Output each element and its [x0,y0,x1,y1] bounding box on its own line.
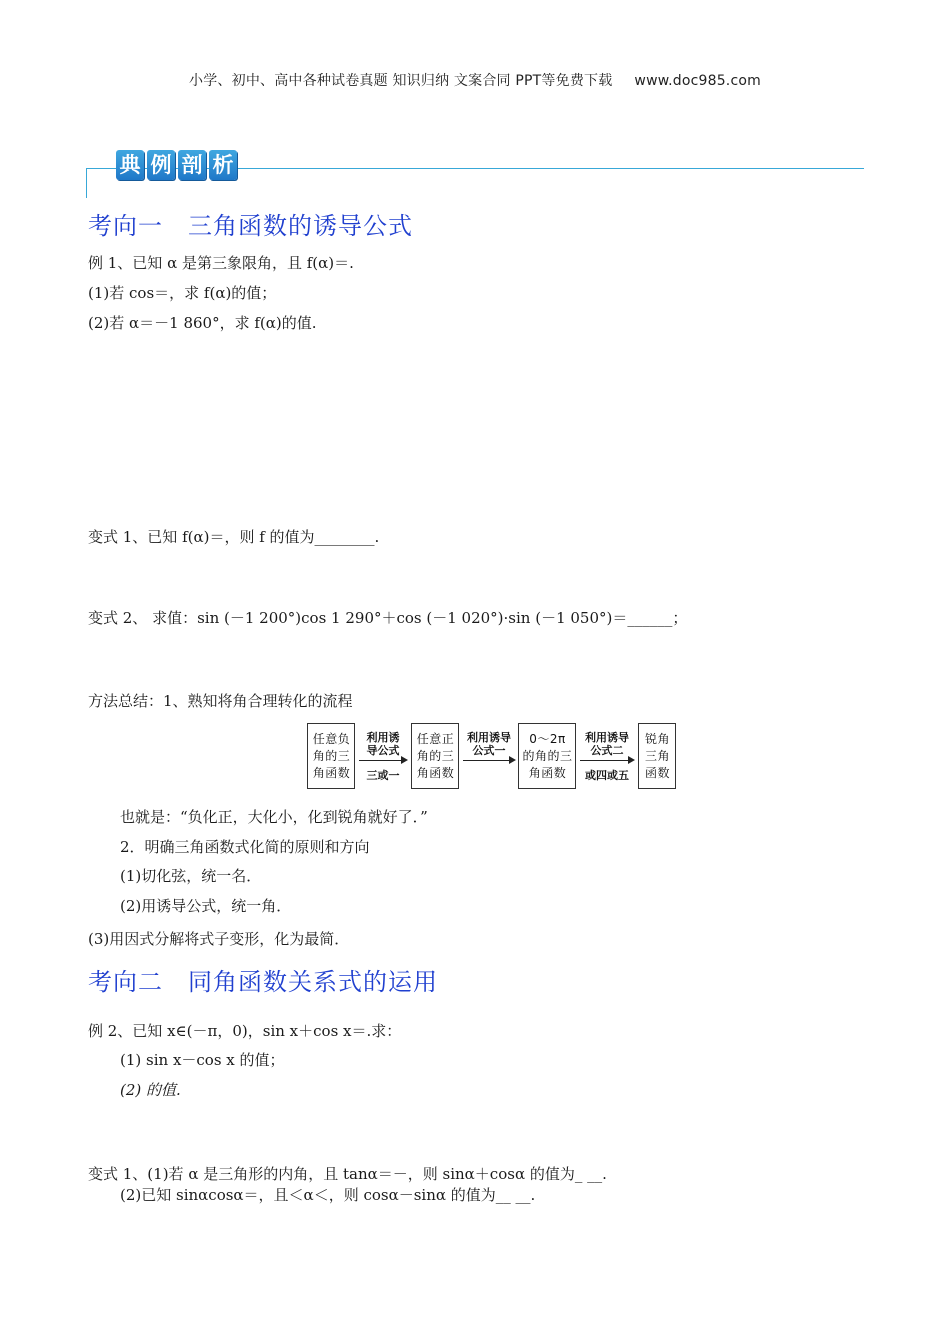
flow-box-text: 的角的三 [522,749,573,763]
example1-line3: (2)若 α＝－1 860°，求 f(α)的值. [88,314,317,332]
flow-arrow-text: 公式一 [472,744,506,757]
flow-box-positive-angle [411,723,459,789]
flow-box-acute-angle [638,723,676,789]
banner-char: 例 [147,150,175,180]
flow-arrow-label [357,731,409,757]
example2-line1: 例 2、已知 x∈(－π，0)，sin x＋cos x＝.求： [88,1022,402,1040]
arrow-shaft [580,760,630,761]
flow-box-text: 角函数 [528,766,567,780]
banner-title [116,150,237,180]
summary-item2: (2)用诱导公式，统一角． [120,897,292,915]
flow-box-negative-angle [307,723,355,789]
conversion-flowchart [307,723,677,791]
flow-arrow-text: 利用诱 [366,731,400,744]
section2-variant1-line2: (2)已知 sinαcosα＝，且＜α＜，则 cosα－sinα 的值为__ __. [120,1186,536,1204]
flow-arrow-2 [461,731,517,781]
flow-arrow-text: 三或一 [366,769,400,782]
header-text: 小学、初中、高中各种试卷真题 知识归纳 文案合同 PPT等免费下载 [189,73,613,89]
arrow-right-icon [401,756,408,764]
example1-line2: (1)若 cos＝，求 f(α)的值； [88,284,277,302]
flow-box-text: 任意负 [312,732,351,746]
flow-box-text: 任意正 [416,732,455,746]
flow-box-0-2pi-angle [518,723,576,789]
summary-title: 方法总结：1、熟知将角合理转化的流程 [88,692,353,710]
banner-char: 析 [209,150,237,180]
banner-char: 剖 [178,150,206,180]
arrow-shaft [463,760,511,761]
section2-title: 考向二 同角函数关系式的运用 [88,968,438,996]
flow-box-text: 锐角 [644,732,670,746]
flow-box-text: 三角 [644,749,670,763]
example2-line2: (1) sin x－cos x 的值； [120,1051,285,1069]
flow-arrow-text: 公式二 [590,744,624,757]
arrow-right-icon [628,756,635,764]
flow-box-text: 角的三 [312,749,351,763]
section-banner [86,150,864,200]
banner-char: 典 [116,150,144,180]
flow-box-text: 角的三 [416,749,455,763]
flow-arrow-text: 或四或五 [585,769,629,782]
variant1: 变式 1、已知 f(α)＝，则 f 的值为________. [88,528,380,546]
banner-hook [86,168,114,198]
flow-box-text: 0～2π [529,732,566,746]
summary-point2: 2．明确三角函数式化简的原则和方向 [120,838,370,856]
summary-note: 也就是：“负化正，大化小，化到锐角就好了．” [120,808,428,826]
section1-title: 考向一 三角函数的诱导公式 [88,212,413,240]
summary-item3: (3)用因式分解将式子变形，化为最简． [88,930,350,948]
arrow-right-icon [509,756,516,764]
flow-arrow-1 [357,731,409,781]
flow-arrow-text: 导公式 [366,744,400,757]
variant2: 变式 2、 求值：sin (－1 200°)cos 1 290°＋cos (－1 020°)·sin (－1 050°)＝______； [88,609,688,627]
flow-arrow-text: 利用诱导 [467,731,511,744]
summary-item1: (1)切化弦，统一名． [120,867,262,885]
flow-arrow-3 [578,731,636,781]
flow-box-text: 函数 [644,766,670,780]
flow-box-text: 角函数 [416,766,455,780]
example1-line1: 例 1、已知 α 是第三象限角，且 f(α)＝. [88,254,354,272]
header-url[interactable]: www.doc985.com [634,73,761,89]
page-header [0,70,950,90]
arrow-shaft [359,760,403,761]
flow-arrow-label [461,731,517,757]
example2-line3: (2) 的值. [120,1081,181,1099]
section2-variant1-line1: 变式 1、(1)若 α 是三角形的内角，且 tanα＝－，则 sinα＋cosα 的值为_ __. [88,1165,607,1183]
flow-arrow-text: 利用诱导 [585,731,629,744]
flow-arrow-label [578,731,636,757]
flow-box-text: 角函数 [312,766,351,780]
